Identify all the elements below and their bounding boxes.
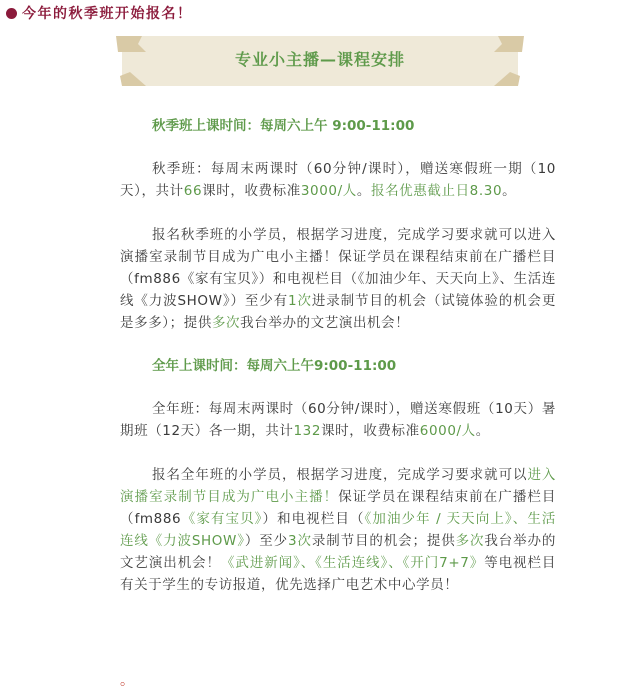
autumn-benefits-paragraph: 报名秋季班的小学员，根据学习进度，完成学习要求就可以进入演播室录制节目成为广电小主播！保证学员在课程结束前在广播栏目（fm886《家有宝贝》）和电视栏目（《加油少年、天天向上》、生活连线《力波SHOW》）至少有1次进录制节目的机会（试镜体验的机会更是多多）；提供多次我台举办的文艺演出机会！ — [120, 227, 556, 331]
banner — [116, 32, 524, 88]
bullet-dot-icon — [6, 8, 17, 19]
year-benefits-paragraph: 报名全年班的小学员，根据学习进度，完成学习要求就可以进入演播室录制节目成为广电小主播！保证学员在课程结束前在广播栏目（fm886《家有宝贝》）和电视栏目（《加油少年 / 天天向上》、生活连线《力波SHOW》）至少3次录制节目的机会；提供多次我台举办的文艺演出机会！《武进新闻》、《生活连线》、《开门7+7》等电视栏目有关于学生的专访报道，优先选择广电艺术中心学员！ — [120, 467, 557, 593]
article-body — [120, 100, 556, 596]
autumn-pricing-paragraph: 秋季班：每周末两课时（60分钟/课时），赠送寒假班一期（10天），共计66课时，收费标准3000/人。报名优惠截止日8.30。 — [120, 161, 556, 199]
year-schedule-heading: 全年上课时间：每周六上午9:00-11:00 — [152, 358, 397, 374]
year-pricing-paragraph: 全年班：每周末两课时（60分钟/课时），赠送寒假班（10天）暑期班（12天）各一期，共计132课时，收费标准6000/人。 — [120, 401, 556, 439]
section-header-title: 今年的秋季班开始报名！ — [22, 6, 193, 22]
autumn-schedule-heading: 秋季班上课时间：每周六上午 9:00-11:00 — [152, 118, 415, 134]
section-header — [6, 2, 193, 24]
banner-title: 专业小主播—课程安排 — [234, 50, 405, 69]
footer-mark: 。 — [120, 673, 134, 689]
